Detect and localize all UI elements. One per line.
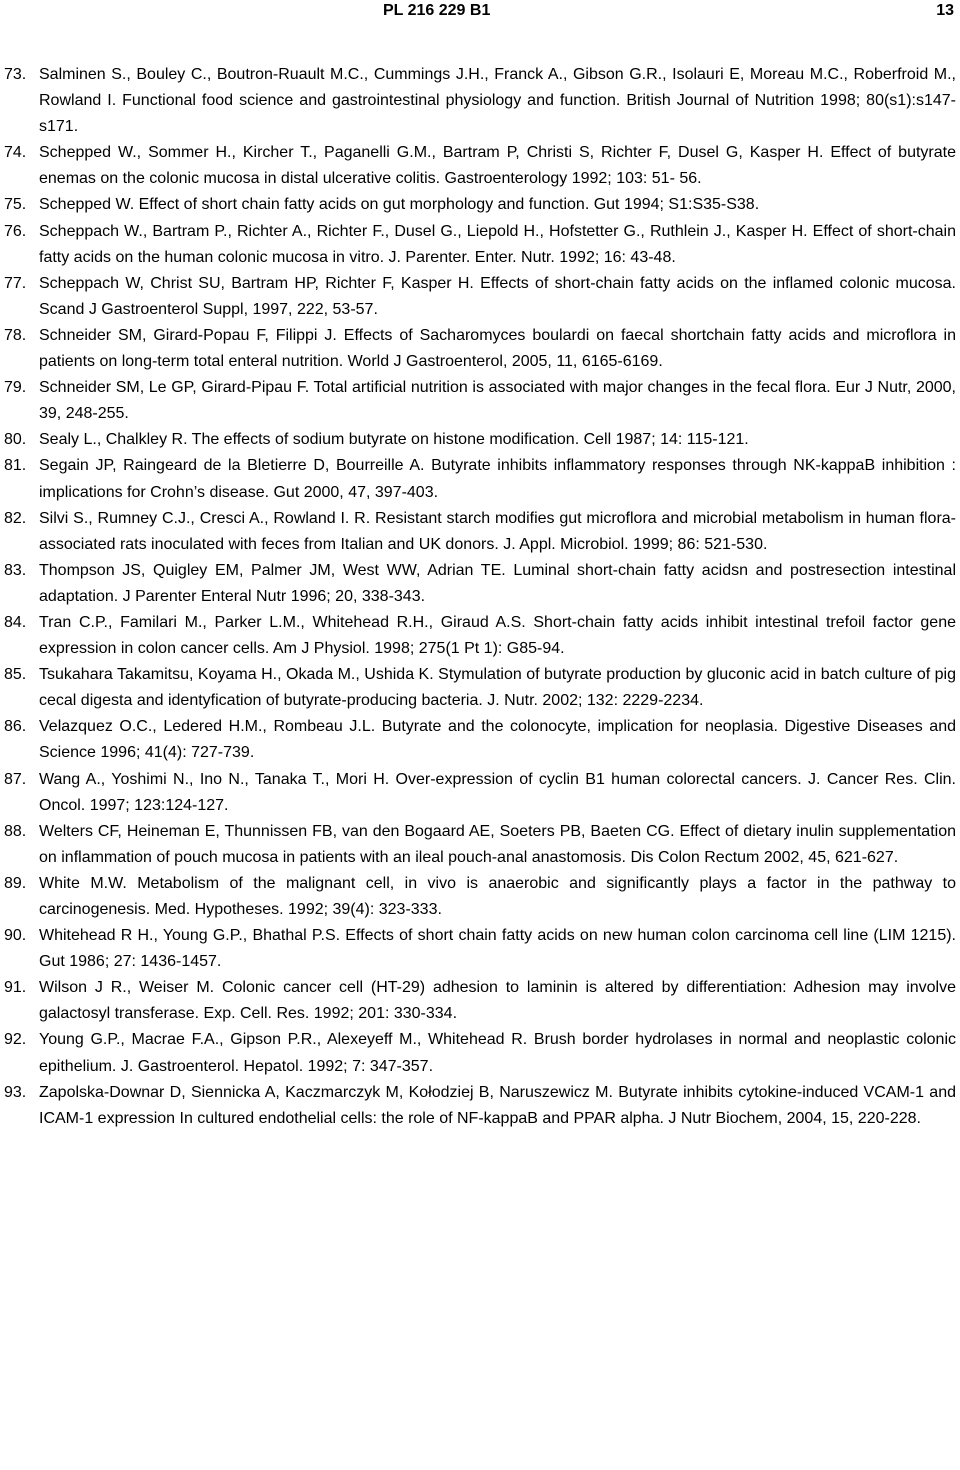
reference-item [0,427,960,453]
reference-item [0,610,960,662]
reference-item [0,219,960,271]
reference-text: Velazquez O.C., Ledered H.M., Rombeau J.L. Butyrate and the colonocyte, implication for neoplasia. Digestive Diseases and Science 1996; 41(4): 727-739. [39,718,956,762]
reference-number: 86. [4,718,27,736]
reference-item [0,662,960,714]
reference-item [0,375,960,427]
reference-text: Young G.P., Macrae F.A., Gipson P.R., Alexeyeff M., Whitehead R. Brush border hydrolases in normal and neoplastic colonic epithelium. J. Gastroenterol. Hepatol. 1992; 7: 347-357. [39,1031,956,1075]
page-header [0,0,960,24]
reference-item [0,271,960,323]
reference-text: Schneider SM, Le GP, Girard-Pipau F. Total artificial nutrition is associated with major changes in the fecal flora. Eur J Nutr, 2000, 39, 248-255. [39,379,956,423]
reference-item [0,140,960,192]
reference-text: Segain JP, Raingeard de la Bletierre D, Bourreille A. Butyrate inhibits inflammatory responses through NK-kappaB inhibition : implications for Crohn’s disease. Gut 2000, 47, 397-403. [39,457,956,501]
reference-text: Wang A., Yoshimi N., Ino N., Tanaka T., Mori H. Over-expression of cyclin B1 human colorectal cancers. J. Cancer Res. Clin. Oncol. 1997; 123:124-127. [39,770,956,814]
reference-item [0,1080,960,1132]
reference-item [0,819,960,871]
reference-text: Schepped W. Effect of short chain fatty acids on gut morphology and function. Gut 1994; S1:S35-S38. [39,196,760,214]
reference-number: 90. [4,927,27,945]
reference-number: 73. [4,66,27,83]
reference-item [0,506,960,558]
reference-number: 89. [4,874,27,892]
reference-number: 93. [4,1083,27,1101]
reference-number: 78. [4,326,27,344]
reference-text: Thompson JS, Quigley EM, Palmer JM, West WW, Adrian TE. Luminal short-chain fatty acidsn and postresection intestinal adaptation. J Parenter Enteral Nutr 1996; 20, 338-343. [39,561,956,605]
reference-item [0,192,960,218]
reference-number: 87. [4,770,27,788]
reference-text: Wilson J R., Weiser M. Colonic cancer cell (HT-29) adhesion to laminin is altered by differentiation: Adhesion may involve galactosyl transferase. Exp. Cell. Res. 1992; 201: 330-334. [39,979,956,1023]
reference-number: 74. [4,144,27,162]
reference-number: 81. [4,457,27,475]
reference-item [0,558,960,610]
reference-text: White M.W. Metabolism of the malignant cell, in vivo is anaerobic and significantly plays a factor in the pathway to carcinogenesis. Med. Hypotheses. 1992; 39(4): 323-333. [39,874,956,918]
reference-text: Salminen S., Bouley C., Boutron-Ruault M.C., Cummings J.H., Franck A., Gibson G.R., Isolauri E, Moreau M.C., Roberfroid M., Rowland I. Functional food science and gastrointestinal physiology and function. British Journal of Nutrition 1998; 80(s1):s147-s171. [39,66,956,136]
reference-item [0,1027,960,1079]
reference-text: Silvi S., Rumney C.J., Cresci A., Rowland I. R. Resistant starch modifies gut microflora and microbial metabolism in human flora-associated rats inoculated with feces from Italian and UK donors. J. Appl. Microbiol. 1999; 86: 521-530. [39,509,956,553]
patent-number: PL 216 229 B1 [383,2,491,19]
reference-number: 76. [4,222,27,240]
reference-text: Whitehead R H., Young G.P., Bhathal P.S. Effects of short chain fatty acids on new human colon carcinoma cell line (LIM 1215). Gut 1986; 27: 1436-1457. [39,927,956,971]
reference-number: 92. [4,1031,27,1049]
reference-item [0,62,960,140]
reference-number: 79. [4,379,27,397]
reference-text: Sealy L., Chalkley R. The effects of sodium butyrate on histone modification. Cell 1987; 14: 115-121. [39,431,749,449]
reference-number: 80. [4,431,27,449]
page-number: 13 [936,2,954,19]
reference-number: 75. [4,196,27,214]
reference-number: 83. [4,561,27,579]
reference-item [0,714,960,766]
reference-item [0,453,960,505]
reference-text: Schneider SM, Girard-Popau F, Filippi J. Effects of Sacharomyces boulardi on faecal shortchain fatty acids and microflora in patients on long-term total enteral nutrition. World J Gastroenterol, 2005, 11, 6165-6169. [39,326,956,371]
reference-number: 88. [4,822,27,840]
reference-number: 84. [4,613,27,631]
reference-number: 82. [4,509,27,527]
reference-list [0,62,960,1132]
reference-number: 85. [4,666,27,684]
reference-text: Zapolska-Downar D, Siennicka A, Kaczmarczyk M, Kołodziej B, Naruszewicz M. Butyrate inhibits cytokine-induced VCAM-1 and ICAM-1 expression In cultured endothelial cells: the role of NF-kappaB and PPAR alpha. J Nutr Biochem, 2004, 15, 220-228. [39,1083,956,1127]
reference-text: Scheppach W, Christ SU, Bartram HP, Richter F, Kasper H. Effects of short-chain fatty acids on the inflamed colonic mucosa. Scand J Gastroenterol Suppl, 1997, 222, 53-57. [39,274,956,318]
reference-number: 77. [4,274,27,292]
reference-item [0,767,960,819]
reference-text: Scheppach W., Bartram P., Richter A., Richter F., Dusel G., Liepold H., Hofstetter G., Ruthlein J., Kasper H. Effect of short-chain fatty acids on the human colonic mucosa in vitro. J. Parenter. Enter. Nutr. 1992; 16: 43-48. [39,222,956,266]
reference-item [0,871,960,923]
reference-item [0,323,960,375]
reference-text: Tsukahara Takamitsu, Koyama H., Okada M., Ushida K. Stymulation of butyrate production by gluconic acid in batch culture of pig cecal digesta and identyfication of butyrate-producing bacteria. J. Nutr. 2002; 132: 2229-2234. [39,666,956,710]
reference-number: 91. [4,979,27,997]
reference-text: Schepped W., Sommer H., Kircher T., Paganelli G.M., Bartram P, Christi S, Richter F, Dusel G, Kasper H. Effect of butyrate enemas on the colonic mucosa in distal ulcerative colitis. Gastroenterology 1992; 103: 51- 56. [39,144,956,188]
reference-item [0,975,960,1027]
reference-item [0,923,960,975]
reference-text: Welters CF, Heineman E, Thunnissen FB, van den Bogaard AE, Soeters PB, Baeten CG. Effect of dietary inulin supplementation on inflammation of pouch mucosa in patients with an ileal pouch-anal anastomosis. Dis Colon Rectum 2002, 45, 621-627. [39,822,956,866]
reference-text: Tran C.P., Familari M., Parker L.M., Whitehead R.H., Giraud A.S. Short-chain fatty acids inhibit intestinal trefoil factor gene expression in colon cancer cells. Am J Physiol. 1998; 275(1 Pt 1): G85-94. [39,613,956,658]
